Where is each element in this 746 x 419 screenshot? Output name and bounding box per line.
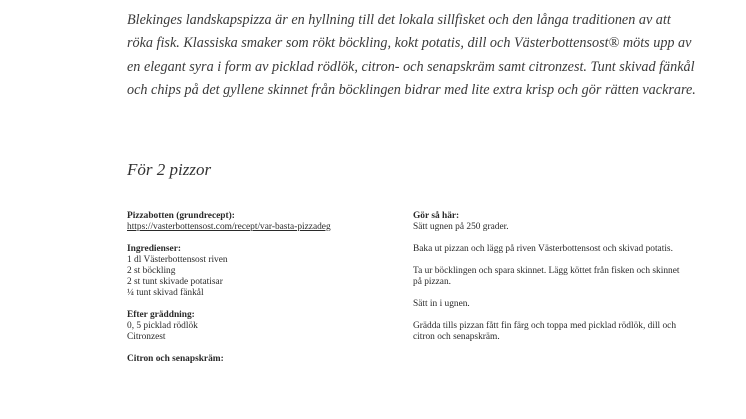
instruction-step: Grädda tills pizzan fått fin färg och toppa med picklad rödlök, dill och citron och senapskräm. [413, 321, 677, 342]
ingredients-heading: Ingredienser: [127, 244, 181, 254]
instructions-heading: Gör så här: [413, 211, 460, 221]
pizza-base-section [127, 211, 397, 233]
ingredient-item: 2 st tunt skivade potatisar [127, 277, 223, 287]
instructions-column [413, 211, 688, 354]
intro-paragraph: Blekinges landskapspizza är en hyllning till det lokala sillfisket och den långa traditionen av att röka fisk. Klassiska smaker som rökt böckling, kokt potatis, dill och Västerbottensost® möts upp av en elegant syra i form av picklad rödlök, citron- och senapskräm samt citronzest. Tunt skivad fänkål och chips på det gyllene skinnet från böcklingen bidrar med lite extra krisp och gör rätten vackrare. [127, 12, 696, 99]
ingredients-column [127, 211, 397, 376]
after-baking-section [127, 310, 397, 343]
ingredient-item: 1 dl Västerbottensost riven [127, 255, 228, 265]
ingredients-section [127, 244, 397, 299]
servings-heading: För 2 pizzor [127, 160, 212, 179]
ingredient-item: ¼ tunt skivad fänkål [127, 288, 204, 298]
after-baking-item: 0, 5 picklad rödlök [127, 321, 198, 331]
after-baking-item: Citronzest [127, 332, 166, 342]
ingredient-item: 2 st böckling [127, 266, 176, 276]
instruction-step: Sätt ugnen på 250 grader. [413, 222, 509, 232]
cream-section [127, 354, 397, 365]
cream-heading: Citron och senapskräm: [127, 354, 224, 364]
instruction-step: Sätt in i ugnen. [413, 299, 470, 309]
pizza-base-heading: Pizzabotten (grundrecept): [127, 211, 235, 221]
after-baking-heading: Efter gräddning: [127, 310, 195, 320]
instruction-step: Ta ur böcklingen och spara skinnet. Lägg köttet från fisken och skinnet på pizzan. [413, 266, 680, 287]
pizza-dough-recipe-link[interactable]: https://vasterbottensost.com/recept/var-basta-pizzadeg [127, 222, 331, 232]
instruction-step: Baka ut pizzan och lägg på riven Västerbottensost och skivad potatis. [413, 244, 673, 254]
